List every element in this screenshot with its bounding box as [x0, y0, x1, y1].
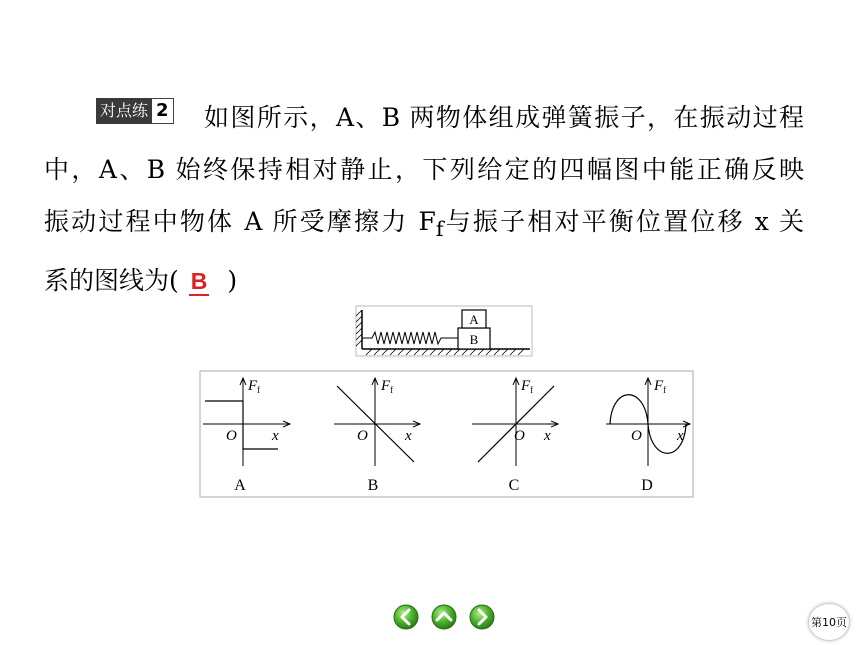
spring-oscillator-figure	[356, 306, 532, 356]
graph-option-d	[606, 378, 690, 494]
graph-b-y-label: $F_f$	[381, 378, 394, 395]
graph-a-option-label: A	[234, 477, 246, 494]
block-b-label: B	[469, 332, 479, 347]
exercise-badge-label: 对点练	[96, 98, 152, 124]
prev-button[interactable]	[394, 605, 418, 629]
graph-d-origin-label: O	[631, 428, 642, 444]
block-a-label: A	[469, 312, 479, 327]
graph-b-option-label: B	[367, 477, 379, 494]
graph-c-option-label: C	[508, 477, 520, 494]
next-button[interactable]	[470, 605, 494, 629]
page-indicator: 第10页	[808, 603, 850, 641]
floor-hatching	[366, 349, 524, 355]
wall-hatching	[356, 310, 362, 346]
answer-choice: B	[190, 268, 208, 294]
question-line-3-pre: 振动过程中物体 A 所受摩擦力 F	[44, 207, 436, 236]
graph-option-b	[334, 378, 420, 494]
graph-c-origin-label: O	[514, 428, 525, 444]
exercise-badge-number: 2	[152, 98, 174, 124]
graph-b-x-label: x	[405, 428, 412, 444]
question-line-4-pre: 系的图线为(	[44, 266, 179, 295]
graph-a-origin-label: O	[226, 428, 237, 444]
spring	[362, 332, 458, 344]
graph-c-y-label: $F_f$	[521, 378, 534, 395]
graph-option-c	[472, 378, 558, 494]
question-line-1-text: 如图所示，A、B 两物体组成弹簧振子，在振动过程	[204, 103, 804, 132]
question-line-2-text: 中，A、B 始终保持相对静止，下列给定的四幅图中能正确反映	[44, 155, 804, 184]
up-button[interactable]	[432, 605, 456, 629]
graph-d-y-label: $F_f$	[654, 378, 667, 395]
graph-option-a	[203, 378, 290, 494]
graph-c-x-label: x	[544, 428, 551, 444]
graph-b-origin-label: O	[357, 428, 368, 444]
graph-a-y-label: $F_f$	[248, 378, 261, 395]
graph-d-x-label: x	[677, 428, 684, 444]
question-line-3-sub: f	[435, 217, 444, 241]
graph-a-x-label: x	[272, 428, 279, 444]
question-line-3-post: 与振子相对平衡位置位移 x 关	[443, 207, 805, 236]
question-line-4-post: )	[227, 266, 238, 295]
graph-d-option-label: D	[641, 477, 653, 494]
graph-a-curve	[205, 401, 278, 449]
